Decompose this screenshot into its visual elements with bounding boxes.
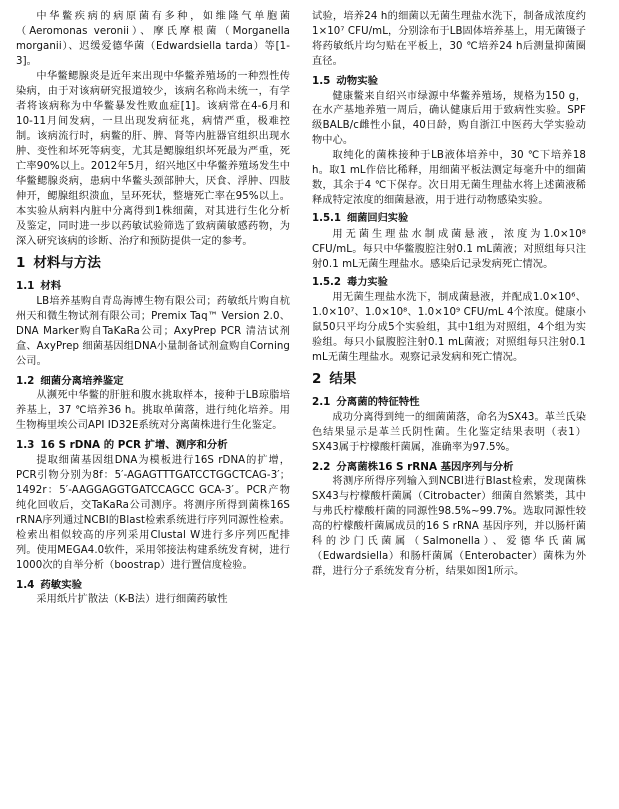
subsection-number: 1.3 <box>16 439 35 452</box>
subsubsection-heading-1-5-2 <box>312 276 586 290</box>
subsection-number: 1.1 <box>16 280 35 293</box>
subsection-title: 动物实验 <box>336 74 378 87</box>
subsection-title: 16 S rDNA 的 PCR 扩增、测序和分析 <box>40 439 228 452</box>
subsubsection-number: 1.5.2 <box>312 276 342 288</box>
section-title: 材料与方法 <box>33 254 101 271</box>
subsection-title: 细菌分离培养鉴定 <box>40 374 124 387</box>
subsection-heading-1-5 <box>312 74 586 89</box>
paragraph: 用无菌生理盐水制成菌悬液，浓度为1.0×10⁸ CFU/mL。每只中华鳖腹腔注射0.1 mL菌液；对照组每只注射0.1 mL无菌生理盐水。感染后记录发病死亡情况。 <box>312 228 586 270</box>
subsubsection-title: 毒力实验 <box>347 276 388 288</box>
subsection-heading-1-4 <box>16 578 290 593</box>
paragraph: 成功分离得到纯一的细菌菌落，命名为SX43。革兰氏染色结果显示是革兰氏阴性菌。生化鉴定结果表明（表1）SX43属于柠檬酸杆菌属，准确率为97.5%。 <box>312 411 586 453</box>
section-title: 结果 <box>329 370 357 387</box>
subsection-number: 1.4 <box>16 578 35 591</box>
section-heading-2 <box>312 371 586 389</box>
subsection-title: 分离菌株16 S rRNA 基因序列与分析 <box>336 460 514 473</box>
subsubsection-title: 细菌回归实验 <box>347 213 409 225</box>
paragraph: 提取细菌基因组DNA为模板进行16S rDNA的扩增，PCR引物分别为8f：5′-AGAGTTTGATCCTGGCTCAG-3′；1492r：5′-AAGGAGGTGATCCAGCC GCA-3′。PCR产物纯化回收后，交TaKaRa公司测序。将测序所得到菌株16S rRNA序列通过NCBI的Blast检索系统进行序列同源性检索。检索出相似较高的序列采用Clustal W进行多序列匹配排列。使用MEGA4.0软件，采用邻接法构建系统发育树，进行1000次的自举分析（boostrap）进行置信度检验。 <box>16 454 290 571</box>
subsection-number: 2.1 <box>312 396 331 409</box>
subsection-title: 材料 <box>40 280 62 293</box>
left-column <box>16 10 290 801</box>
paragraph: 用无菌生理盐水洗下，制成菌悬液，并配成1.0×10⁶、1.0×10⁷、1.0×10⁸、1.0×10⁹ CFU/mL 4个浓度。健康小鼠50只平均分成5个实验组，其中1组为对照组，4个组为实验组。每只小鼠腹腔注射0.1 mL菌液；对照组每只注射0.1 mL无菌生理盐水。观察记录发病和死亡情况。 <box>312 291 586 363</box>
subsection-heading-2-1 <box>312 395 586 410</box>
paragraph: 健康鳖来自绍兴市绿源中华鳖养殖场，规格为150 g，在水产基地养殖一周后，确认健康后用于致病性实验。SPF级BALB/c雌性小鼠，40日龄，购自浙江中医药大学实验动物中心。 <box>312 90 586 147</box>
subsection-heading-2-2 <box>312 460 586 475</box>
paragraph: 从濒死中华鳖的肝脏和腹水挑取样本，接种于LB琼脂培养基上，37 ℃培养36 h。挑取单菌落，进行纯化培养。用生物梅里埃公司API ID32E系统对分离菌株进行生化鉴定。 <box>16 390 290 432</box>
subsection-number: 1.5 <box>312 74 331 87</box>
subsection-title: 药敏实验 <box>40 578 82 591</box>
subsubsection-number: 1.5.1 <box>312 213 342 225</box>
section-number: 2 <box>312 370 322 387</box>
subsection-heading-1-3 <box>16 438 290 453</box>
section-heading-1 <box>16 255 290 273</box>
right-column <box>312 10 586 801</box>
paragraph: 采用纸片扩散法（K-B法）进行细菌药敏性 <box>36 594 228 606</box>
paragraph: 取纯化的菌株接种于LB液体培养中，30 ℃下培养18 h。取1 mL作倍比稀释，用细菌平板法测定每毫升中的细菌数，其余于4 ℃下保存。次日用无菌生理盐水将上述菌液稀释成特定浓度的细菌悬液，用于进行动物感染实验。 <box>312 150 586 207</box>
subsection-number: 1.2 <box>16 374 35 387</box>
two-column-layout <box>16 10 605 801</box>
subsection-title: 分离菌的特征特性 <box>336 396 420 409</box>
paragraph: 中华鳖疾病的病原菌有多种，如维隆气单胞菌（Aeromonas veronii）、摩氏摩根菌（Morganella morganii）、迟缓爱德华菌（Edwardsiella tarda）等[1-3]。 <box>16 11 290 67</box>
subsection-heading-1-2 <box>16 374 290 389</box>
section-number: 1 <box>16 254 26 271</box>
subsection-number: 2.2 <box>312 460 331 473</box>
paragraph: 试验，培养24 h的细菌以无菌生理盐水洗下，制备成浓度约1×10⁷ CFU/mL，分别涂布于LB固体培养基上，用无菌镊子将药敏纸片均匀贴在平板上，30 ℃培养24 h后测量抑菌圈直径。 <box>312 11 587 67</box>
subsubsection-heading-1-5-1 <box>312 212 586 226</box>
paragraph: 中华鳖鳃腺炎是近年来出现中华鳖养殖场的一种烈性传染病，由于对该病研究报道较少，该病名称尚未统一，有学者将该病称为中华鳖暴发性败血症[1]。该病常在4-6月和10-11月间发病，一旦出现发病征兆，病情严重，极难控制。该病流行时，病鳖的肝、脾、肾等内脏器官组织出现水肿、变性和坏死等病变，尤其是鳃腺组织坏死最为严重，死亡率90%以上。2012年5月，绍兴地区中华鳖养殖场发生中华鳖鳃腺炎病，患病中华鳖头颈部肿大，厌食、浮肿、四肢伸开，鳃腺组织溃血，呈环死状，整塘死亡率在95%以上。本实验从病料内脏中分离得到1株细菌，对其进行生化分析及鉴定，同时进一步以药敏试验筛选了致病菌敏感药物，为深入研究该病的诊断、治疗和预防提供一定的参考。 <box>16 70 290 247</box>
subsection-heading-1-1 <box>16 279 290 294</box>
paragraph: LB培养基购自青岛海博生物有限公司；药敏纸片购自杭州天和微生物试剂有限公司；Premix Taq™ Version 2.0、DNA Marker购自TaKaRa公司；AxyPrep PCR 清洁试剂盒、AxyPrep 细菌基因组DNA小量制备试剂盒购自Corning公司。 <box>16 295 290 367</box>
paragraph: 将测序所得序列输入到NCBI进行Blast检索，发现菌株SX43与柠檬酸杆菌属（Citrobacter）细菌自然繁类，其中与弗氏柠檬酸杆菌的同源性98.5%~99.7%。选取同源性较高的柠檬酸杆菌属成员的16 S rRNA 基因序列，并以肠杆菌科的沙门氏菌属（Salmonella）、爱德华氏菌属（Edwardsiella）和肠杆菌属（Enterobacter）菌株为外群，进行分子系统发育分析，结果如图1所示。 <box>312 476 586 578</box>
